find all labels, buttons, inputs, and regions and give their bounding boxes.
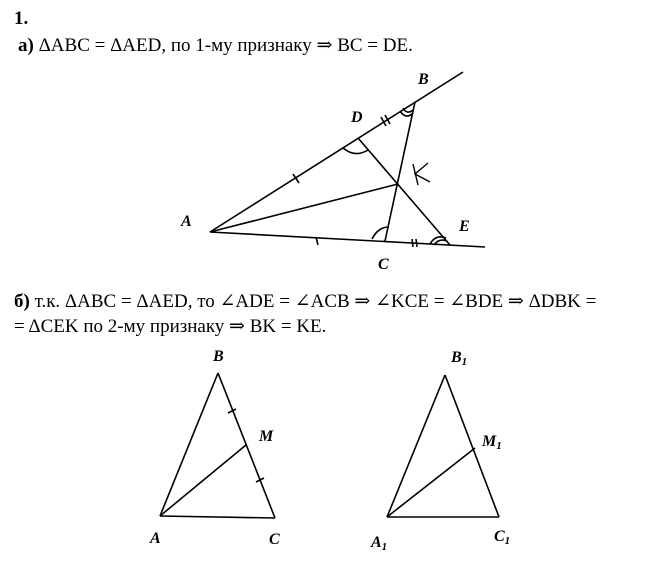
fig2-label-M: M: [259, 428, 274, 445]
figure-1: [210, 72, 485, 247]
part-a-label: а): [18, 35, 34, 56]
handwritten-K: [413, 163, 430, 185]
fig2-label-B: B: [213, 348, 224, 365]
fig1-label-B: B: [418, 71, 429, 88]
median-A1M1: [387, 448, 475, 517]
fig2-label-C: C: [269, 531, 280, 548]
fig2-label-A: A: [150, 530, 161, 547]
side-AC: [160, 516, 275, 518]
side-A1B1: [387, 375, 445, 517]
side-AB: [160, 373, 218, 516]
fig3-label-M1: M1: [482, 433, 502, 452]
segment-AK: [210, 184, 398, 232]
fig1-label-E: E: [459, 218, 470, 235]
median-AM: [160, 445, 246, 516]
fig3-label-C1: C1: [494, 528, 511, 547]
fig1-label-A: A: [181, 213, 192, 230]
part-b-line-2: = ΔCEK по 2-му признаку ⇒ BK = KE.: [14, 316, 327, 337]
tick-CE-2: [416, 239, 417, 247]
angle-arc-D: [343, 148, 368, 154]
fig1-label-D: D: [351, 109, 363, 126]
part-b-text-1: т.к. ΔABC = ΔAED, то ∠ADE = ∠ACB ⇒ ∠KCE = ∠BDE ⇒ ΔDBK =: [34, 291, 597, 312]
figure-2: [160, 373, 275, 518]
ray-AB: [210, 72, 463, 232]
part-a-text: ΔABC = ΔAED, по 1-му признаку ⇒ BC = DE.: [38, 35, 413, 56]
tick-CE-1: [412, 239, 413, 247]
side-BC: [218, 373, 275, 518]
fig1-label-C: C: [378, 256, 389, 273]
fig3-label-B1: B1: [451, 349, 468, 368]
fig3-label-A1: A1: [371, 534, 388, 553]
part-b-label: б): [14, 291, 30, 312]
problem-number: 1.: [14, 8, 29, 29]
